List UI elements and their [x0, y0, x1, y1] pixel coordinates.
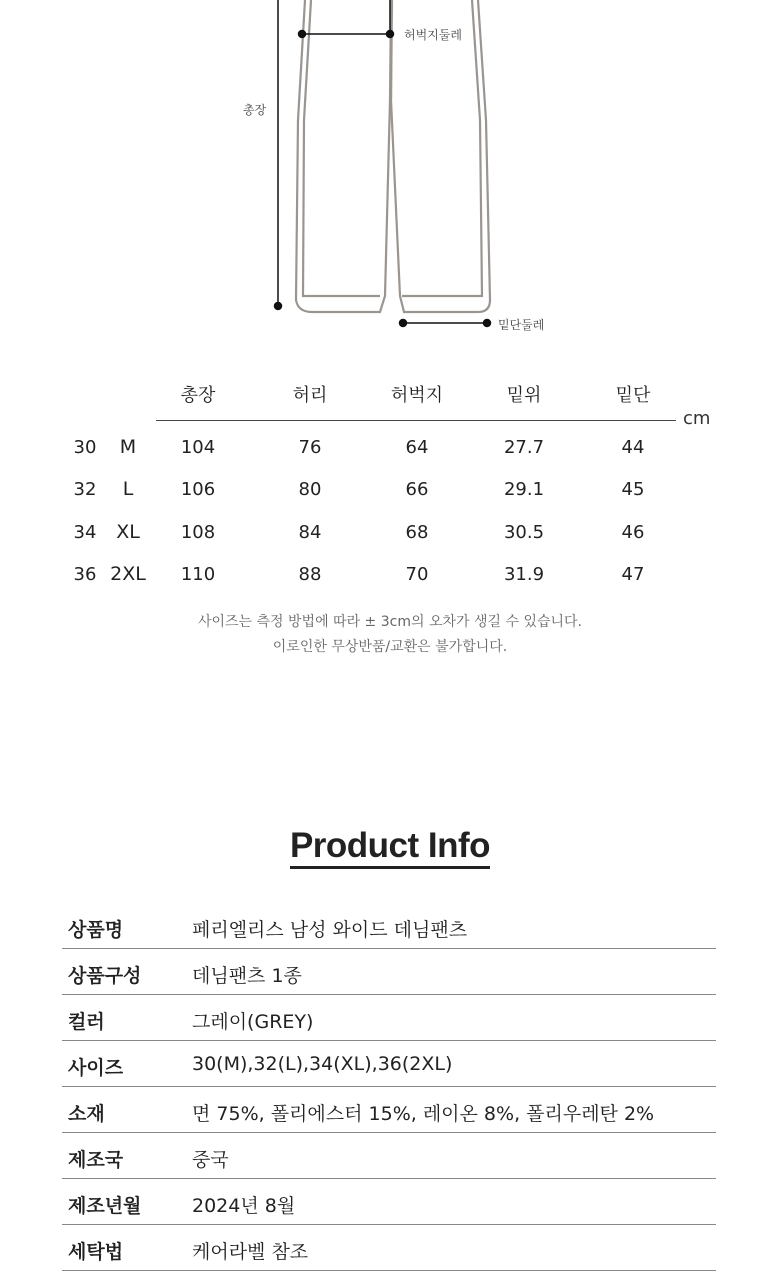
info-label: 사이즈	[68, 1057, 124, 1079]
info-row-product-name	[62, 903, 716, 949]
pants-measurement-diagram	[0, 0, 780, 345]
info-value: 케어라벨 참조	[192, 1241, 309, 1263]
info-row-size	[62, 1041, 716, 1087]
cell-thigh: 66	[405, 479, 429, 500]
info-label: 소재	[68, 1103, 105, 1125]
unit-label: cm	[683, 408, 711, 429]
info-value: 면 75%, 폴리에스터 15%, 레이온 8%, 폴리우레탄 2%	[192, 1103, 655, 1125]
info-value: 페리엘리스 남성 와이드 데님팬츠	[192, 919, 468, 941]
cell-rise: 31.9	[503, 564, 545, 585]
info-label: 제조국	[68, 1149, 124, 1171]
waist-number: 34	[73, 522, 97, 543]
cell-total-length: 110	[180, 564, 216, 585]
cell-waist: 84	[298, 522, 322, 543]
info-row-composition	[62, 949, 716, 995]
cell-total-length: 104	[180, 437, 216, 458]
size-code: L	[122, 478, 134, 500]
info-row-color	[62, 995, 716, 1041]
info-row-care	[62, 1225, 716, 1271]
cell-hem: 44	[621, 437, 645, 458]
cell-thigh: 70	[405, 564, 429, 585]
cell-thigh: 64	[405, 437, 429, 458]
cell-rise: 30.5	[503, 522, 545, 543]
total-length-label: 총장	[243, 103, 267, 117]
cell-waist: 88	[298, 564, 322, 585]
product-info-title: Product Info	[290, 826, 490, 869]
size-code: 2XL	[110, 563, 146, 585]
info-label: 제조년월	[68, 1195, 142, 1217]
table-divider	[156, 420, 676, 421]
cell-waist: 76	[298, 437, 322, 458]
size-code: XL	[116, 521, 140, 543]
hem-label: 밑단둘레	[498, 318, 545, 332]
pants-illustration	[0, 0, 780, 345]
size-note-line2: 이로인한 무상반품/교환은 불가합니다.	[272, 639, 508, 655]
info-label: 컬러	[68, 1011, 105, 1033]
cell-thigh: 68	[405, 522, 429, 543]
info-label: 세탁법	[68, 1241, 124, 1263]
waist-number: 32	[73, 479, 97, 500]
header-rise: 밑위	[506, 385, 542, 406]
info-row-manufacture-date	[62, 1179, 716, 1225]
info-value: 중국	[192, 1149, 229, 1171]
cell-hem: 45	[621, 479, 645, 500]
header-thigh: 허벅지	[390, 385, 444, 406]
info-row-material	[62, 1087, 716, 1133]
cell-total-length: 108	[180, 522, 216, 543]
header-total-length: 총장	[180, 385, 216, 406]
cell-waist: 80	[298, 479, 322, 500]
product-info-heading	[0, 826, 780, 866]
cell-hem: 47	[621, 564, 645, 585]
info-value: 2024년 8월	[192, 1195, 296, 1217]
thigh-label: 허벅지둘레	[404, 28, 462, 42]
info-value: 30(M),32(L),34(XL),36(2XL)	[192, 1053, 453, 1075]
info-label: 상품구성	[68, 965, 142, 987]
cell-rise: 29.1	[503, 479, 545, 500]
cell-total-length: 106	[180, 479, 216, 500]
waist-number: 30	[73, 437, 97, 458]
cell-rise: 27.7	[503, 437, 545, 458]
row-divider	[62, 1270, 716, 1271]
header-hem: 밑단	[615, 385, 651, 406]
info-value: 데님팬츠 1종	[192, 965, 302, 987]
info-value: 그레이(GREY)	[192, 1011, 314, 1033]
cell-hem: 46	[621, 522, 645, 543]
header-waist: 허리	[292, 385, 328, 406]
size-code: M	[119, 436, 137, 458]
size-note-line1: 사이즈는 측정 방법에 따라 ± 3cm의 오차가 생길 수 있습니다.	[197, 614, 582, 630]
waist-number: 36	[73, 564, 97, 585]
info-label: 상품명	[68, 919, 124, 941]
info-row-origin	[62, 1133, 716, 1179]
